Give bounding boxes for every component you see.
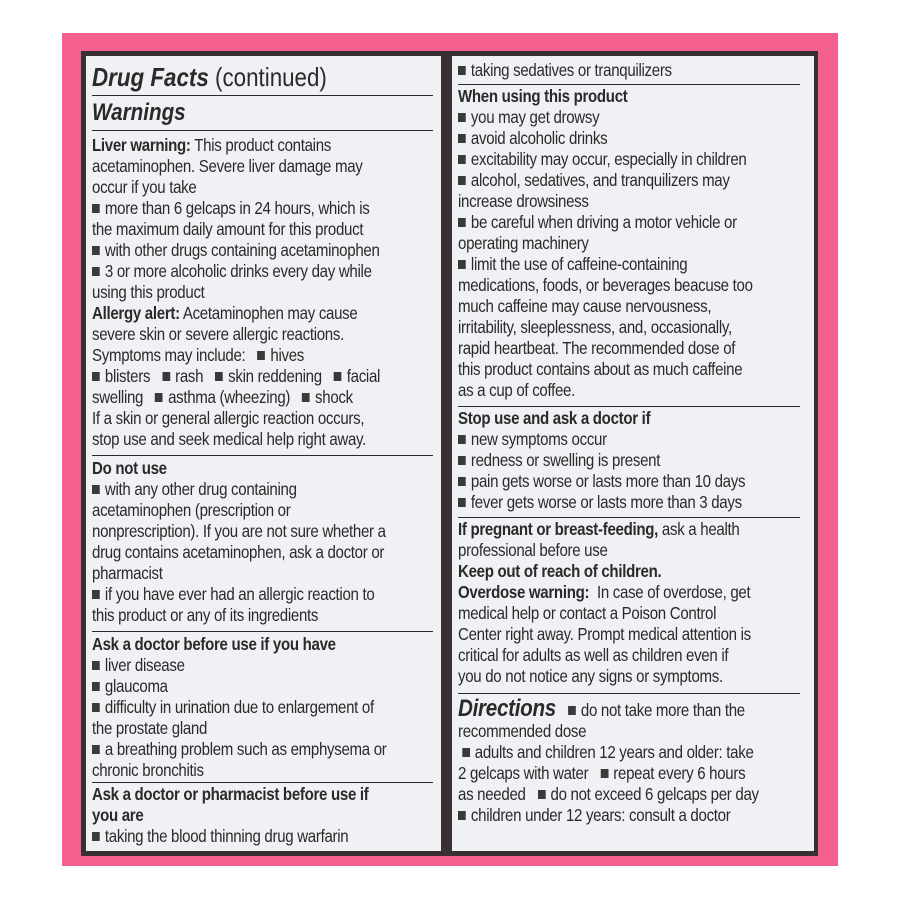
pregnancy-text: professional before use	[458, 540, 608, 560]
bullet-square-icon	[600, 769, 608, 778]
pregnancy-section	[458, 519, 800, 561]
directions-bullet: children under 12 years: consult a doctor	[470, 805, 731, 825]
directions-cont: 2 gelcaps with water	[458, 763, 589, 783]
do-not-use-section	[92, 458, 433, 626]
symptom: shock	[315, 387, 353, 407]
symptom: hives	[270, 345, 305, 365]
bullet-square-icon	[458, 456, 466, 465]
when-using-heading: When using this product	[458, 86, 628, 106]
liver-text: occur if you take	[92, 177, 197, 197]
when-using-cont: irritability, sleeplessness, and, occasionally,	[458, 317, 732, 337]
overdose-text: you do not notice any signs or symptoms.	[458, 666, 723, 686]
do-not-use-bullet: with any other drug containing	[104, 479, 297, 499]
stop-use-heading: Stop use and ask a doctor if	[458, 408, 651, 428]
drug-facts-right-panel	[452, 56, 814, 851]
ask-doctor-section	[92, 634, 433, 781]
symptom: asthma (wheezing)	[168, 387, 291, 407]
do-not-use-cont: acetaminophen (prescription or	[92, 500, 291, 520]
overdose-text: critical for adults as well as children even if	[458, 645, 729, 665]
when-using-bullet: limit the use of caffeine-containing	[470, 254, 688, 274]
do-not-use-heading: Do not use	[92, 458, 167, 478]
overdose-text: In case of overdose, get	[589, 582, 751, 602]
when-using-cont: operating machinery	[458, 233, 589, 253]
title-continued: (continued)	[208, 62, 327, 92]
divider	[92, 455, 433, 456]
when-using-bullet: alcohol, sedatives, and tranquilizers may	[470, 170, 730, 190]
bullet-square-icon	[302, 393, 310, 402]
directions-heading: Directions	[458, 695, 556, 722]
ask-doctor-heading: Ask a doctor before use if you have	[92, 634, 336, 654]
bullet-square-icon	[92, 267, 100, 276]
bullet-square-icon	[92, 661, 100, 670]
do-not-use-bullet: if you have ever had an allergic reaction to	[104, 584, 375, 604]
bullet-square-icon	[458, 113, 466, 122]
warnings-heading	[92, 98, 433, 128]
warnings-heading-text: Warnings	[92, 99, 186, 126]
overdose-text: medical help or contact a Poison Control	[458, 603, 717, 623]
bullet-square-icon	[155, 393, 163, 402]
liver-bullet: more than 6 gelcaps in 24 hours, which is	[104, 198, 370, 218]
ask-doctor-cont: the prostate gland	[92, 718, 208, 738]
bullet-square-icon	[458, 498, 466, 507]
when-using-bullet: excitability may occur, especially in children	[470, 149, 747, 169]
bullet-square-icon	[162, 372, 170, 381]
directions-cont: recommended dose	[458, 721, 587, 741]
allergy-text: If a skin or general allergic reaction occurs,	[92, 408, 365, 428]
bullet-square-icon	[92, 682, 100, 691]
directions-bullet: do not take more than the	[580, 700, 745, 720]
ask-pharmacist-heading: you are	[92, 805, 144, 825]
divider	[458, 84, 800, 85]
bullet-square-icon	[92, 590, 100, 599]
directions-section	[458, 697, 800, 826]
drug-facts-title	[92, 60, 433, 94]
liver-bullet: with other drugs containing acetaminophen	[104, 240, 380, 260]
bullet-square-icon	[92, 485, 100, 494]
overdose-text: Center right away. Prompt medical attention is	[458, 624, 751, 644]
stop-use-section	[458, 408, 800, 513]
when-using-cont: medications, foods, or beverages beacuse too	[458, 275, 753, 295]
bullet-square-icon	[458, 66, 466, 75]
ask-doctor-bullet: difficulty in urination due to enlargement of	[104, 697, 374, 717]
bullet-square-icon	[568, 706, 576, 715]
symptom: skin reddening	[228, 366, 322, 386]
do-not-use-cont: nonprescription). If you are not sure whether a	[92, 521, 386, 541]
when-using-cont: this product contains about as much caffeine	[458, 359, 743, 379]
when-using-cont: rapid heartbeat. The recommended dose of	[458, 338, 736, 358]
liver-bullet-cont: using this product	[92, 282, 205, 302]
symptom: blisters	[104, 366, 151, 386]
ask-doctor-bullet: a breathing problem such as emphysema or	[104, 739, 387, 759]
bullet-square-icon	[458, 477, 466, 486]
ask-doctor-bullet: liver disease	[104, 655, 185, 675]
bullet-square-icon	[458, 260, 466, 269]
divider	[92, 95, 433, 96]
ask-pharmacist-section	[92, 784, 433, 847]
stop-use-bullet: new symptoms occur	[470, 429, 607, 449]
pregnancy-text: ask a health	[658, 519, 740, 539]
bullet-square-icon	[458, 176, 466, 185]
when-using-cont: increase drowsiness	[458, 191, 589, 211]
title-bold: Drug Facts	[92, 62, 209, 92]
liver-bullet: 3 or more alcoholic drinks every day while	[104, 261, 372, 281]
divider	[458, 517, 800, 518]
symptom: rash	[175, 366, 204, 386]
when-using-bullet: be careful when driving a motor vehicle or	[470, 212, 737, 232]
allergy-text: Acetaminophen may cause	[179, 303, 358, 323]
stop-use-bullet: redness or swelling is present	[470, 450, 661, 470]
bullet-square-icon	[92, 703, 100, 712]
liver-text: acetaminophen. Severe liver damage may	[92, 156, 363, 176]
bullet-square-icon	[458, 155, 466, 164]
divider	[458, 406, 800, 407]
overdose-label: Overdose warning:	[458, 582, 590, 602]
symptom: swelling	[92, 387, 144, 407]
divider	[458, 693, 800, 694]
liver-text: This product contains	[190, 135, 331, 155]
liver-bullet-cont: the maximum daily amount for this product	[92, 219, 364, 239]
bullet-square-icon	[458, 811, 466, 820]
ask-pharmacist-bullet: taking the blood thinning drug warfarin	[104, 826, 349, 846]
ask-pharmacist-heading: Ask a doctor or pharmacist before use if	[92, 784, 369, 804]
when-using-cont: much caffeine may cause nervousness,	[458, 296, 712, 316]
keep-out-of-reach: Keep out of reach of children.	[458, 561, 662, 581]
overdose-section	[458, 582, 800, 687]
bullet-square-icon	[92, 204, 100, 213]
bullet-square-icon	[462, 748, 470, 757]
directions-bullet: do not exceed 6 gelcaps per day	[550, 784, 759, 804]
when-using-bullet: you may get drowsy	[470, 107, 600, 127]
drug-facts-left-panel	[86, 56, 441, 851]
allergy-alert-label: Allergy alert:	[92, 303, 180, 323]
allergy-text: stop use and seek medical help right away.	[92, 429, 367, 449]
pregnancy-label: If pregnant or breast-feeding,	[458, 519, 659, 539]
bullet-square-icon	[215, 372, 223, 381]
do-not-use-cont: pharmacist	[92, 563, 163, 583]
bullet-square-icon	[334, 372, 342, 381]
bullet-square-icon	[92, 246, 100, 255]
directions-bullet: repeat every 6 hours	[613, 763, 746, 783]
divider	[92, 130, 433, 131]
bullet-square-icon	[458, 435, 466, 444]
bullet-square-icon	[458, 218, 466, 227]
ask-doctor-bullet: glaucoma	[104, 676, 168, 696]
do-not-use-cont: drug contains acetaminophen, ask a doctor or	[92, 542, 385, 562]
ask-pharmacist-bullet: taking sedatives or tranquilizers	[470, 60, 672, 80]
allergy-alert-section	[92, 303, 433, 450]
allergy-text: severe skin or severe allergic reactions.	[92, 324, 344, 344]
stop-use-bullet: fever gets worse or lasts more than 3 days	[470, 492, 742, 512]
directions-cont: as needed	[458, 784, 526, 804]
when-using-cont: as a cup of coffee.	[458, 380, 576, 400]
liver-warning-section	[92, 135, 433, 303]
divider	[92, 631, 433, 632]
ask-doctor-cont: chronic bronchitis	[92, 760, 204, 780]
allergy-text: Symptoms may include:	[92, 345, 246, 365]
do-not-use-cont: this product or any of its ingredients	[92, 605, 319, 625]
bullet-square-icon	[92, 745, 100, 754]
symptom: facial	[346, 366, 381, 386]
bullet-square-icon	[458, 134, 466, 143]
when-using-bullet: avoid alcoholic drinks	[470, 128, 608, 148]
bullet-square-icon	[538, 790, 546, 799]
directions-bullet: adults and children 12 years and older: take	[474, 742, 754, 762]
bullet-square-icon	[92, 832, 100, 841]
bullet-square-icon	[257, 351, 265, 360]
divider	[92, 782, 433, 783]
bullet-square-icon	[92, 372, 100, 381]
stop-use-bullet: pain gets worse or lasts more than 10 days	[470, 471, 746, 491]
when-using-section	[458, 86, 800, 401]
liver-warning-label: Liver warning:	[92, 135, 191, 155]
